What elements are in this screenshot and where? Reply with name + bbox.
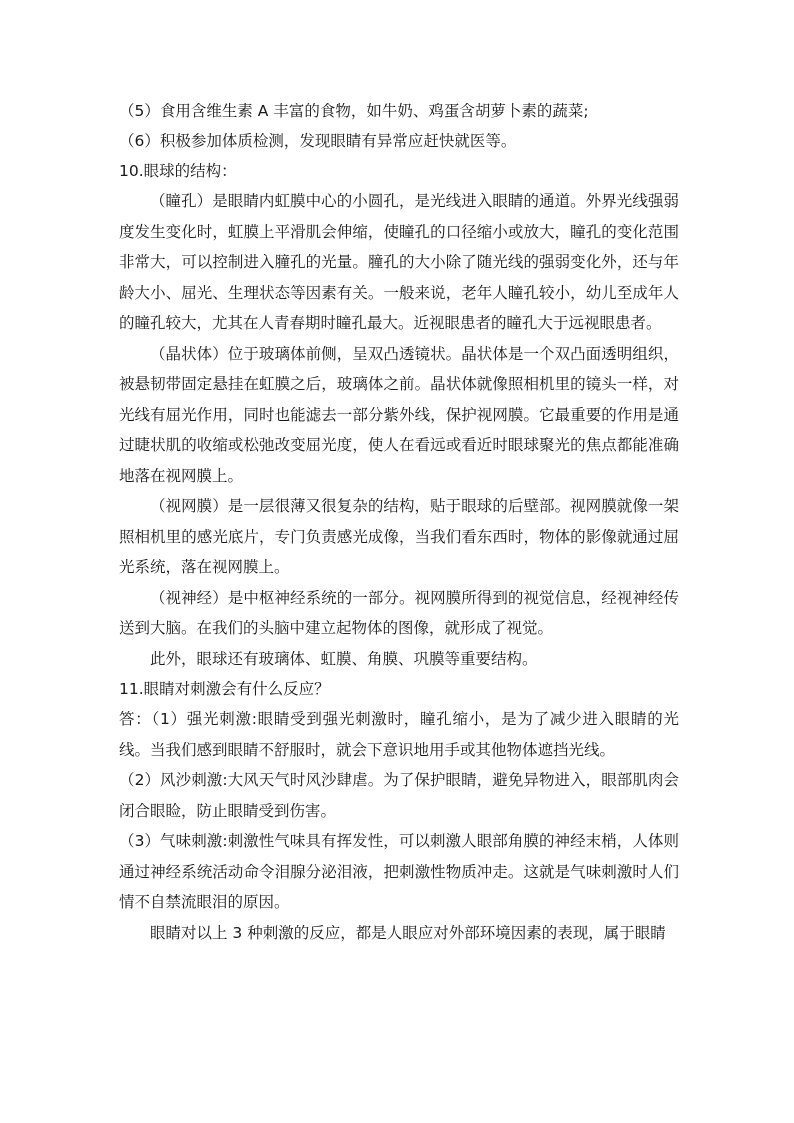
pupil-paragraph: （瞳孔）是眼睛内虹膜中心的小圆孔，是光线进入眼睛的通道。外界光线强弱度发生变化时，虹膜上平滑肌会伸缩，使瞳孔的口径缩小或放大，瞳孔的变化范围非常大，可以控制进入膧孔的光量。膧孔的大小除了随光线的强弱变化外，还与年龄大小、屈光、生理状态等因素有关。一般来说，老年人瞳孔较小，幼儿至成年人的瞳孔较大，尤其在人青春期时瞳孔最大。近视眼患者的瞳孔大于远视眼患者。 <box>119 192 679 332</box>
answer-wind-sand: （2）风沙刺激:大风天气时风沙肆虐。为了保护眼睛，避免异物进入，眼部肌肉会闭合眼睑，防止眼睛受到伤害。 <box>119 771 679 820</box>
list-item-6: （6）积极参加体质检测，发现眼睛有异常应赶快就医等。 <box>119 132 517 150</box>
lens-paragraph: （晶状体）位于玻璃体前侧，呈双凸透镜状。晶状体是一个双凸面透明组织，被悬韧带固定悬挂在虹膜之后，玻璃体之前。晶状体就像照相机里的镜头一样，对光线有屈光作用，同时也能滤去一部分紫外线，保护视网膜。它最重要的作用是通过睫状肌的收缩或松弛改变屈光度，使人在看远或看近时眼球聚光的焦点都能准确地落在视网膜上。 <box>119 344 679 485</box>
closing-paragraph: 眼睛对以上 3 种刺激的反应，都是人眼应对外部环境因素的表现，属于眼睛 <box>150 923 666 942</box>
section-10-heading: 10.眼球的结构： <box>119 162 237 180</box>
section-11-heading: 11.眼睛对刺激会有什么反应？ <box>119 680 330 698</box>
other-structures-paragraph: 此外，眼球还有玻璃体、虹膜、角膜、巩膜等重要结构。 <box>150 649 538 668</box>
retina-paragraph: （视网膜）是一层很薄又很复杂的结构，贴于眼球的后壁部。视网膜就像一架照相机里的感光底片，专门负责感光成像，当我们看东西时，物体的影像就通过屈光系统，落在视网膜上。 <box>119 497 679 576</box>
document-body <box>119 96 679 948</box>
answer-odor: （3）气味刺激:刺激性气味具有挥发性，可以刺激人眼部角膜的神经末梢，人体则通过神经系统活动命令泪腺分泌泪液，把刺激性物质冲走。这就是气味刺激时人们情不自禁流眼泪的原因。 <box>119 832 679 911</box>
answer-strong-light: 答：（1）强光刺激:眼睛受到强光刺激时，瞳孔缩小，是为了减少进入眼睛的光线。当我们感到眼睛不舒服时，就会下意识地用手或其他物体遮挡光线。 <box>119 710 679 759</box>
list-item-5: （5）食用含维生素 A 丰富的食物，如牛奶、鸡蛋含胡萝卜素的蔬菜; <box>119 102 589 120</box>
optic-nerve-paragraph: （视神经）是中枢神经系统的一部分。视网膜所得到的视觉信息，经视神经传送到大脑。在我们的头脑中建立起物体的图像，就形成了视觉。 <box>119 588 679 637</box>
